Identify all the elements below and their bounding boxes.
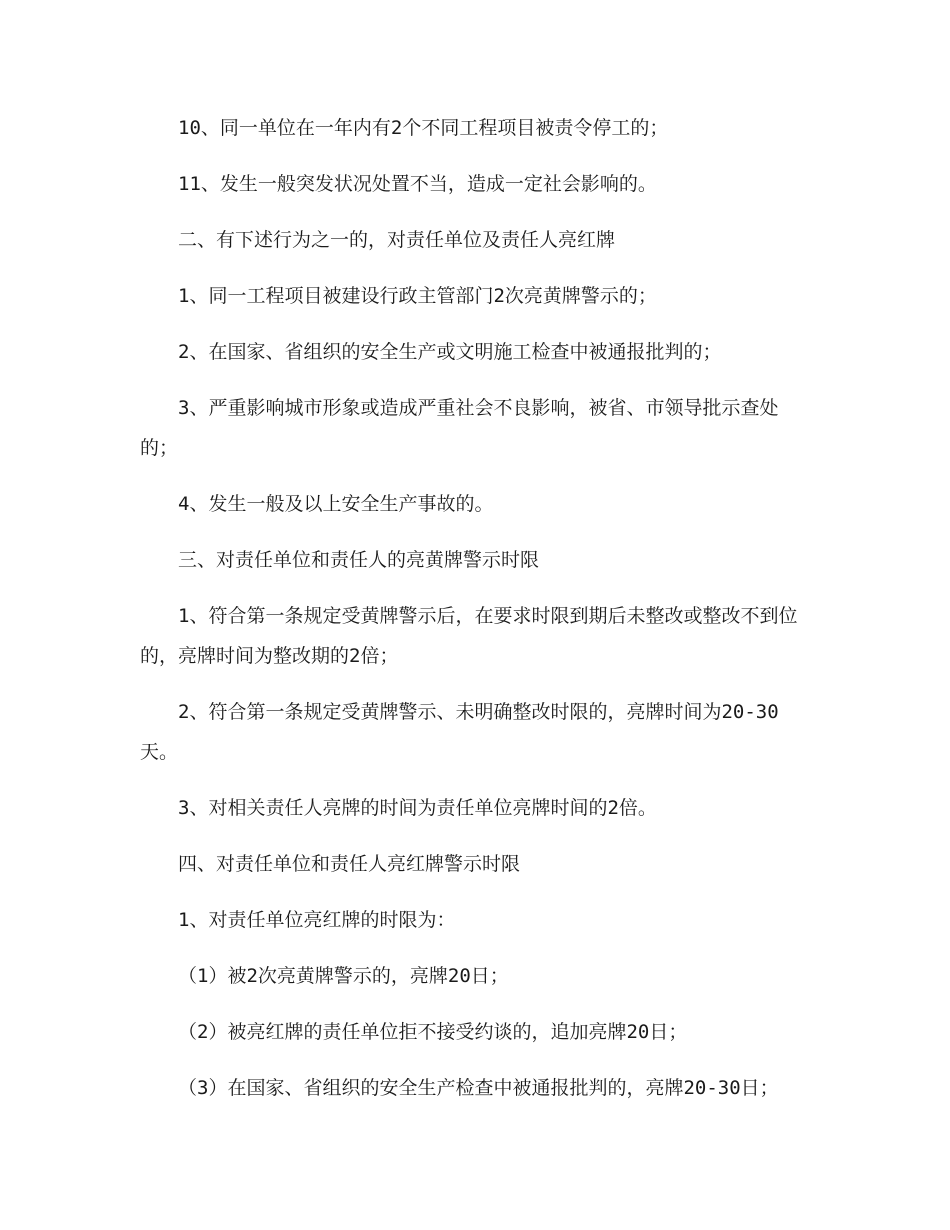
paragraph-red-limit-sub-3: （3）在国家、省组织的安全生产检查中被通报批判的，亮牌20-30日；	[178, 1077, 779, 1099]
paragraph-red-limit-sub-2: （2）被亮红牌的责任单位拒不接受约谈的，追加亮牌20日；	[178, 1021, 688, 1043]
paragraph-red-limit-1: 1、对责任单位亮红牌的时限为：	[178, 909, 456, 931]
section-heading-yellow-card-limit: 三、对责任单位和责任人的亮黄牌警示时限	[178, 549, 540, 571]
section-heading-red-card-limit: 四、对责任单位和责任人亮红牌警示时限	[178, 853, 521, 875]
paragraph-item-11: 11、发生一般突发状况处置不当，造成一定社会影响的。	[178, 173, 657, 195]
section-heading-red-card: 二、有下述行为之一的，对责任单位及责任人亮红牌	[178, 229, 616, 251]
paragraph-red-card-3: 3、严重影响城市形象或造成严重社会不良影响，被省、市领导批示查处的；	[140, 397, 779, 459]
paragraph-yellow-limit-1: 1、符合第一条规定受黄牌警示后，在要求时限到期后未整改或整改不到位的，亮牌时间为整改期的2倍；	[140, 605, 798, 667]
paragraph-yellow-limit-2: 2、符合第一条规定受黄牌警示、未明确整改时限的，亮牌时间为20-30天。	[140, 701, 779, 763]
paragraph-item-10: 10、同一单位在一年内有2个不同工程项目被责令停工的；	[178, 117, 669, 139]
paragraph-red-limit-sub-1: （1）被2次亮黄牌警示的，亮牌20日；	[178, 965, 509, 987]
paragraph-yellow-limit-3: 3、对相关责任人亮牌的时间为责任单位亮牌时间的2倍。	[178, 797, 657, 819]
paragraph-red-card-2: 2、在国家、省组织的安全生产或文明施工检查中被通报批判的；	[178, 341, 722, 363]
paragraph-red-card-1: 1、同一工程项目被建设行政主管部门2次亮黄牌警示的；	[178, 285, 657, 307]
paragraph-red-card-4: 4、发生一般及以上安全生产事故的。	[178, 493, 494, 515]
document-body	[140, 108, 810, 1124]
